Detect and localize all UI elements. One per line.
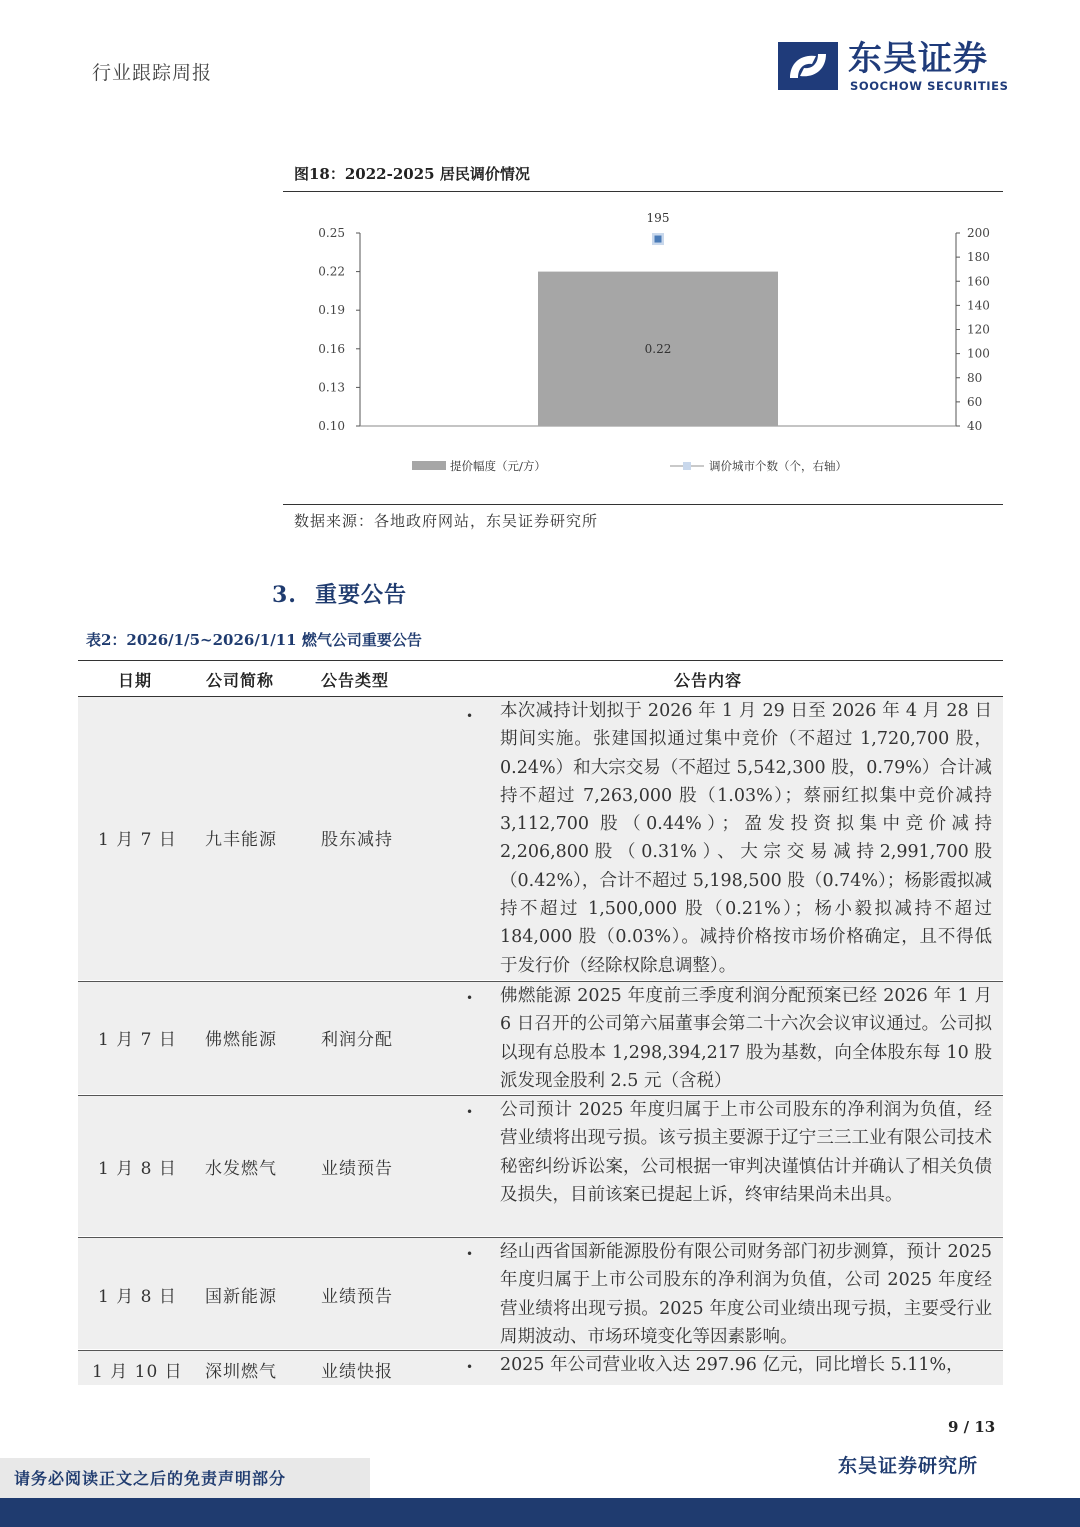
city-count-marker bbox=[655, 236, 662, 243]
table-header bbox=[78, 661, 1003, 697]
row-company: 国新能源 bbox=[205, 1287, 277, 1307]
price-adjustment-chart bbox=[283, 200, 1003, 500]
right-tick-label: 80 bbox=[967, 370, 983, 385]
left-tick-label: 0.19 bbox=[318, 303, 345, 318]
header-date: 日期 bbox=[118, 671, 153, 690]
row-company: 水发燃气 bbox=[205, 1159, 277, 1179]
table-row bbox=[78, 1350, 1003, 1386]
bullet-icon: • bbox=[466, 1105, 474, 1119]
report-type: 行业跟踪周报 bbox=[92, 62, 213, 84]
bullet-icon: • bbox=[466, 1247, 474, 1261]
row-type: 业绩预告 bbox=[321, 1287, 393, 1307]
logo-mark-icon bbox=[776, 40, 840, 92]
bullet-icon: • bbox=[466, 991, 474, 1005]
header-type: 公告类型 bbox=[321, 671, 390, 690]
row-company: 深圳燃气 bbox=[205, 1362, 277, 1382]
row-content: 本次减持计划拟于 2026 年 1 月 29 日至 2026 年 4 月 28 日期间实施。张建国拟通过集中竞价（不超过 1,720,700 股，0.24%）和大宗交易（不超过 5,542,300 股，0.79%）合计减持不超过 7,263,000 股（1.03%）；蔡丽红拟集中竞价减持 3,112,700 股（0.44%）；盈发投资拟集中竞价减持 2,206,800股（0.31%）、大宗交易减持2,991,700股（0.42%），合计不超过 5,198,500 股（0.74%）；杨影霞拟减持不超过 1,500,000 股（0.21%）；杨小毅拟减持不超过 184,000 股（0.03%）。减持价格按市场价格确定，且不得低于发行价（经除权除息调整）。 bbox=[500, 701, 992, 976]
section-number: 3. bbox=[272, 582, 297, 608]
figure-title: 图18：2022-2025 居民调价情况 bbox=[294, 165, 530, 183]
row-date: 1 月 7 日 bbox=[98, 830, 177, 850]
row-date: 1 月 7 日 bbox=[98, 1030, 177, 1050]
marker-data-label: 195 bbox=[646, 211, 670, 226]
left-tick-label: 0.13 bbox=[318, 380, 345, 395]
bullet-icon: • bbox=[466, 709, 474, 723]
legend-bar-swatch bbox=[412, 461, 446, 470]
logo-cn-text: 东吴证券 bbox=[848, 39, 988, 79]
right-tick-label: 180 bbox=[967, 250, 990, 265]
right-tick-label: 140 bbox=[967, 298, 990, 313]
logo-en-text: SOOCHOW SECURITIES bbox=[850, 79, 1009, 93]
row-date: 1 月 8 日 bbox=[98, 1159, 177, 1179]
bar-data-label: 0.22 bbox=[644, 341, 672, 356]
row-date: 1 月 8 日 bbox=[98, 1287, 177, 1307]
bullet-icon: • bbox=[466, 1360, 474, 1374]
legend-line-label: 调价城市个数（个，右轴） bbox=[709, 459, 847, 473]
company-logo bbox=[776, 39, 1009, 96]
disclaimer-notice: 请务必阅读正文之后的免责声明部分 bbox=[0, 1458, 370, 1498]
page-number: 9 / 13 bbox=[948, 1418, 996, 1436]
left-tick-label: 0.22 bbox=[318, 264, 345, 279]
left-tick-label: 0.16 bbox=[318, 341, 345, 356]
row-company: 佛燃能源 bbox=[205, 1030, 277, 1050]
row-content: 公司预计 2025 年度归属于上市公司股东的净利润为负值，经营业绩将出现亏损。该亏损主要源于辽宁三三工业有限公司技术秘密纠纷诉讼案，公司根据一审判决谨慎估计并确认了相关负债及损失，目前该案已提起上诉，终审结果尚未出具。 bbox=[500, 1100, 992, 1205]
right-tick-label: 60 bbox=[967, 394, 983, 409]
legend-bar-label: 提价幅度（元/方） bbox=[450, 459, 546, 473]
announcements-table bbox=[78, 661, 1003, 1386]
footer-org: 东吴证券研究所 bbox=[838, 1455, 979, 1477]
row-type: 股东减持 bbox=[321, 830, 393, 850]
row-type: 业绩快报 bbox=[321, 1362, 393, 1382]
left-tick-label: 0.10 bbox=[318, 419, 345, 433]
row-company: 九丰能源 bbox=[205, 830, 277, 850]
right-tick-label: 160 bbox=[967, 274, 990, 289]
row-date: 1 月 10 日 bbox=[92, 1362, 183, 1382]
row-content: 2025 年公司营业收入达 297.96 亿元，同比增长 5.11%， bbox=[500, 1355, 964, 1375]
table-title: 表2：2026/1/5~2026/1/11 燃气公司重要公告 bbox=[86, 631, 422, 649]
row-content: 经山西省国新能源股份有限公司财务部门初步测算，预计 2025 年度归属于上市公司股东的净利润为负值，公司 2025 年度经营业绩将出现亏损。2025 年度公司业绩出现亏损，主要受行业周期波动、市场环境变化等因素影响。 bbox=[500, 1242, 992, 1347]
figure-bottom-rule bbox=[283, 504, 1003, 505]
table-row bbox=[78, 697, 1003, 981]
row-content: 佛燃能源 2025 年度前三季度利润分配预案已经 2026 年 1 月 6 日召开的公司第六届董事会第二十六次会议审议通过。公司拟以现有总股本 1,298,394,217 股为基数，向全体股东每 10 股派发现金股利 2.5 元（含税） bbox=[500, 986, 992, 1091]
table-row bbox=[78, 1095, 1003, 1237]
row-type: 业绩预告 bbox=[321, 1159, 393, 1179]
right-tick-label: 40 bbox=[967, 419, 983, 433]
header-content: 公告内容 bbox=[674, 671, 743, 690]
row-type: 利润分配 bbox=[321, 1030, 393, 1050]
left-tick-label: 0.25 bbox=[318, 226, 345, 240]
right-tick-label: 120 bbox=[967, 322, 990, 337]
table-row bbox=[78, 1237, 1003, 1350]
header-company: 公司简称 bbox=[206, 671, 275, 690]
figure-top-rule bbox=[283, 191, 1003, 192]
right-tick-label: 100 bbox=[967, 346, 990, 361]
figure-source: 数据来源：各地政府网站，东吴证券研究所 bbox=[294, 512, 599, 530]
legend-marker-swatch bbox=[683, 462, 691, 470]
section-heading bbox=[272, 578, 407, 609]
right-tick-label: 200 bbox=[967, 226, 990, 240]
table-row bbox=[78, 981, 1003, 1095]
footer-bar bbox=[0, 1498, 1080, 1527]
section-title-text: 重要公告 bbox=[314, 582, 407, 608]
